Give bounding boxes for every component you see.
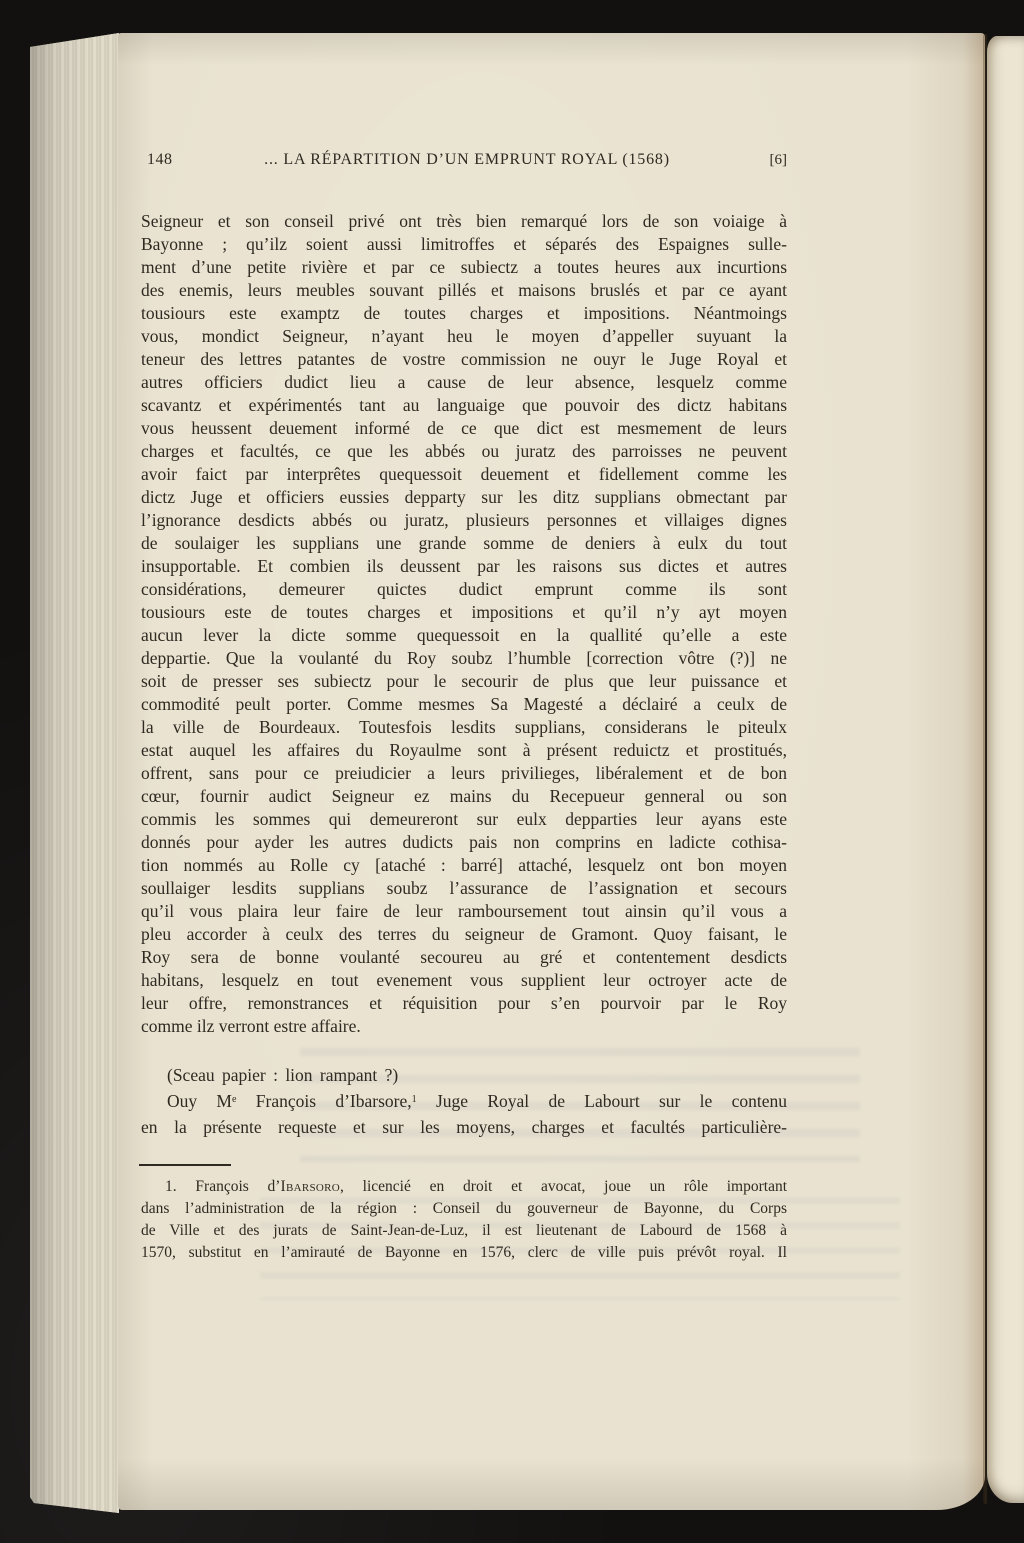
body-line: pleu accorder à ceulx des terres du seigneur de Gramont. Quoy faisant, le [141, 924, 787, 944]
text-segment: , licencié en droit et avocat, joue un rôle important [340, 1178, 788, 1195]
body-line: Seigneur et son conseil privé ont très bien remarqué lors de son voiaige à [141, 211, 787, 231]
page-stack-fore-edge [30, 33, 119, 1513]
text-segment: François d’ [195, 1178, 281, 1195]
body-line: vous heussent deuement informé de ce que dict est mesmement de leurs [141, 418, 787, 438]
body-line: comme ilz verront estre affaire. [141, 1016, 361, 1036]
body-line: commodité peult porter. Comme mesmes Sa Magesté a déclairé a ceulx de [141, 694, 787, 714]
page-number: 148 [147, 151, 173, 168]
body-line: aucun lever la dicte somme quequessoit en la quallité qu’elle a este [141, 625, 787, 645]
body-line: Roy sera de bonne voulanté secoureu au gré et contentement desdicts [141, 947, 787, 967]
body-line: la ville de Bourdeaux. Toutesfois lesdits supplians, considerans le piteulx [141, 717, 787, 737]
footnote [141, 1176, 787, 1264]
body-line: vous, mondict Seigneur, n’ayant heu le moyen d’appeller suyuant la [141, 326, 787, 346]
footnote-line: 1570, substitut en l’amirauté de Bayonne en 1576, clerc de ville puis prévôt royal. Il [141, 1244, 787, 1261]
seal-note: (Sceau papier : lion rampant ?) [167, 1065, 399, 1085]
closing-paragraph-line: en la présente requeste et sur les moyens, charges et facultés particulière- [141, 1117, 787, 1137]
body-line: tion nommés au Rolle cy [ataché : barré] attaché, lesquelz ont bon moyen [141, 855, 787, 875]
body-line: des enemis, leurs meubles souvant pillés et maisons bruslés et par ce ayant [141, 280, 787, 300]
body-line: l’ignorance desdicts abbés ou juratz, plusieurs personnes et villaiges dignes [141, 510, 787, 530]
footnote-separator-rule [139, 1164, 231, 1166]
closing-paragraph [141, 1090, 787, 1139]
body-line: considérations, demeurer quictes dudict emprunt comme ils sont [141, 579, 787, 599]
body-line: tousiours este de toutes charges et impositions et qu’il n’y ayt moyen [141, 602, 787, 622]
closing-paragraph-line [141, 1090, 787, 1116]
body-paragraph [141, 210, 787, 1038]
body-line: commis les sommes qui demeureront sur eulx depparties leur ayans este [141, 809, 787, 829]
body-line: estat auquel les affaires du Royaulme sont à présent reduictz et prostitués, [141, 740, 787, 760]
body-line: dictz Juge et officiers eussies depparty sur les ditz supplians obmectant par [141, 487, 787, 507]
body-line: avoir faict par interprêtes quequessoit deuement et fidellement comme les [141, 464, 787, 484]
facing-page-edge [987, 36, 1024, 1503]
body-line: offrent, sans pour ce preiudicier a leurs privilieges, libéralement et de bon [141, 763, 787, 783]
body-line: insupportable. Et combien ils deussent par les raisons sus dictes et autres [141, 556, 787, 576]
body-line: cœur, fournir audict Seigneur ez mains du Recepueur genneral ou son [141, 786, 787, 806]
running-header [141, 150, 787, 170]
body-line: soit de presser ses subiectz pour le secourir de plus que leur puissance et [141, 671, 787, 691]
body-line: de soulaiger les supplians une grande somme de deniers à eulx du tout [141, 533, 787, 553]
text-segment: Juge Royal de Labourt sur le contenu [416, 1091, 787, 1111]
footnote-number: 1. [165, 1178, 196, 1195]
running-title: ... LA RÉPARTITION D’UN EMPRUNT ROYAL (1568) [264, 151, 670, 168]
body-line: soullaiger lesdits supplians soubz l’assurance de l’assignation et secours [141, 878, 787, 898]
body-line: tousiours este examptz de toutes charges et impositions. Néantmoings [141, 303, 787, 323]
body-line: habitans, lesquelz en tout evenement vous supplient leur octroyer acte de [141, 970, 787, 990]
footnote-reference-mark: 1 [411, 1094, 417, 1106]
body-line: deppartie. Que la voulanté du Roy soubz l’humble [correction vôtre (?)] ne [141, 648, 787, 668]
body-line: Bayonne ; qu’ilz soient aussi limitroffes et séparés des Espaignes sulle- [141, 234, 787, 254]
body-line: charges et facultés, ce que les abbés ou juratz des parroisses ne peuvent [141, 441, 787, 461]
section-reference: [6] [769, 152, 787, 168]
body-line: leur offre, remonstrances et réquisition pour s’en pourvoir par le Roy [141, 993, 787, 1013]
body-line: autres officiers dudict lieu a cause de leur absence, lesquelz comme [141, 372, 787, 392]
body-line: qu’il vous plaira leur faire de leur ramboursement tout ainsin qu’il vous a [141, 901, 787, 921]
superscript-e: e [232, 1094, 237, 1106]
small-caps-name: Ibarsoro [280, 1178, 341, 1195]
footnote-line [141, 1176, 787, 1198]
body-line: scavantz et expérimentés tant au languaige que pouvoir des dictz habitans [141, 395, 787, 415]
body-line: donnés pour ayder les autres dudicts pais non comprins en ladicte cothisa- [141, 832, 787, 852]
footnote-line: dans l’administration de la région : Conseil du gouverneur de Bayonne, du Corps [141, 1200, 787, 1217]
footnote-line: de Ville et des jurats de Saint-Jean-de-Luz, il est lieutenant de Labourd de 1568 à [141, 1222, 787, 1239]
body-line: teneur des lettres patantes de vostre commission ne ouyr le Juge Royal et [141, 349, 787, 369]
body-line: ment d’une petite rivière et par ce subiectz a toutes heures aux incurtions [141, 257, 787, 277]
text-segment: Ouy M [167, 1091, 232, 1111]
text-segment: François d’Ibarsore, [236, 1091, 412, 1111]
